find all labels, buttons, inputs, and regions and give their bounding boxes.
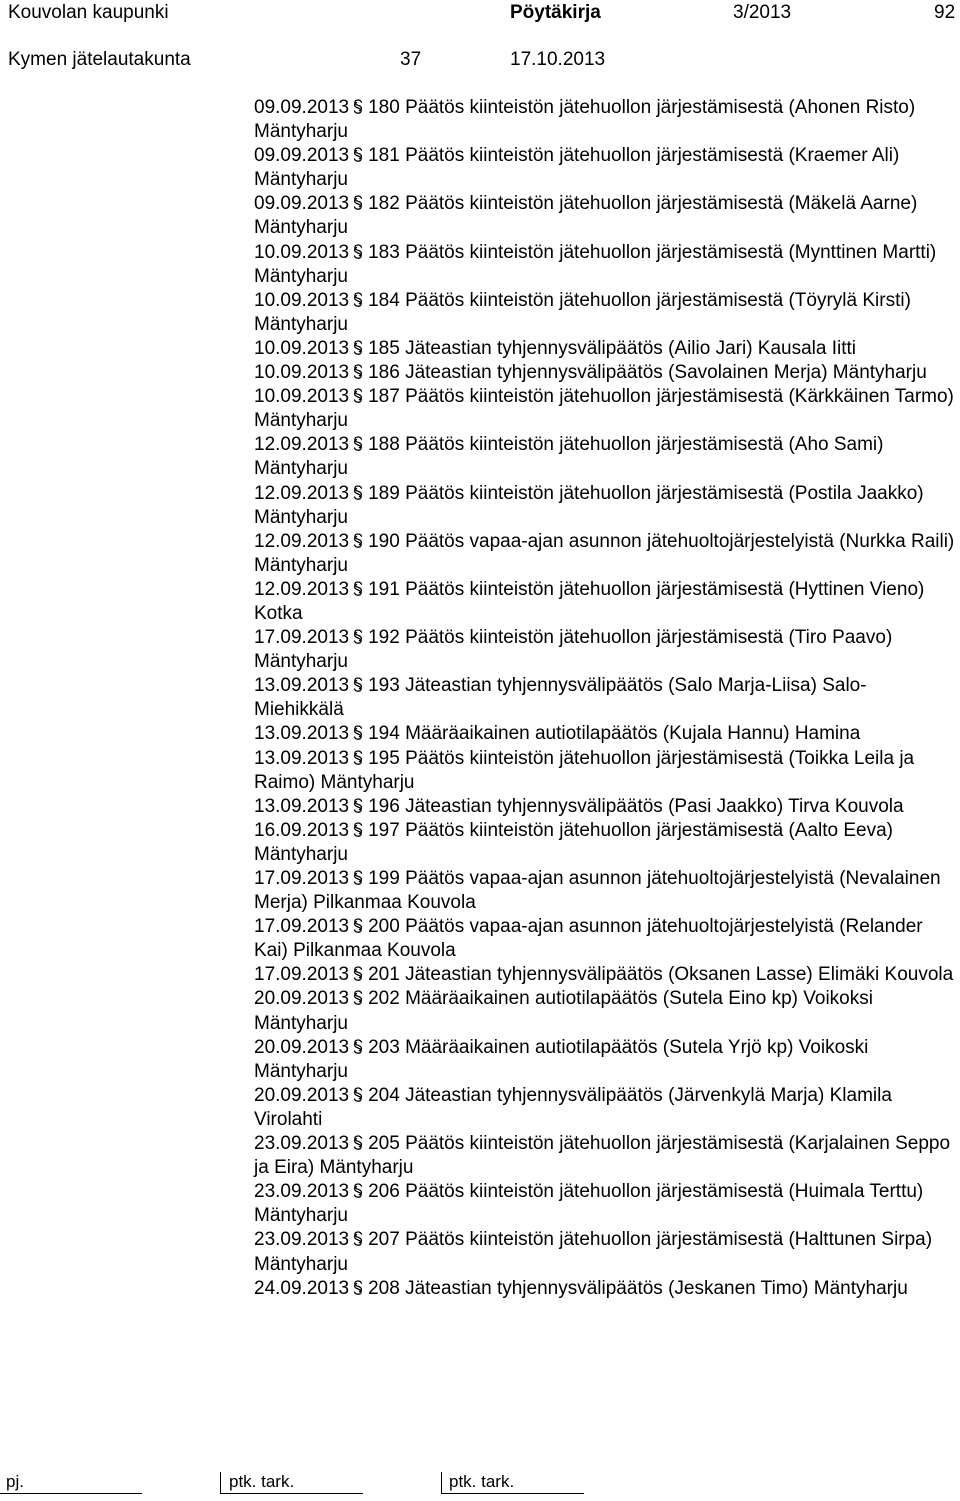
section-sign-icon (352, 1087, 364, 1102)
decision-text: 187 Päätös kiinteistön jätehuollon järjestämisestä (Kärkkäinen Tarmo) Mäntyharju (254, 386, 954, 432)
section-sign-icon (352, 677, 364, 692)
section-sign-icon (352, 990, 364, 1005)
section-sign-icon (352, 581, 364, 596)
decision-date: 10.09.2013 (254, 386, 350, 408)
section-sign-icon (352, 533, 364, 548)
decision-text: 203 Määräaikainen autiotilapäätös (Sutela Yrjö kp) Voikoski Mäntyharju (254, 1036, 869, 1082)
section-sign-icon (352, 798, 364, 813)
decision-text: 199 Päätös vapaa-ajan asunnon jätehuoltojärjestelyistä (Nevalainen Merja) Pilkanmaa Kouvola (254, 868, 941, 914)
decision-date: 17.09.2013 (254, 916, 350, 938)
decision-date: 12.09.2013 (254, 530, 350, 552)
decision-entry (254, 578, 956, 626)
section-sign-icon (352, 147, 364, 162)
section-sign-icon (352, 364, 364, 379)
decision-entry (254, 747, 956, 795)
decision-date: 10.09.2013 (254, 337, 350, 359)
decision-date: 09.09.2013 (254, 193, 350, 215)
decision-date: 23.09.2013 (254, 1229, 350, 1251)
decision-date: 10.09.2013 (254, 362, 350, 384)
section-sign-icon (352, 1183, 364, 1198)
decision-date: 20.09.2013 (254, 1036, 350, 1058)
decision-date: 23.09.2013 (254, 1181, 350, 1203)
decision-text: 206 Päätös kiinteistön jätehuollon järjestämisestä (Huimala Terttu) Mäntyharju (254, 1181, 924, 1227)
decision-entry (254, 530, 956, 578)
decision-text: 207 Päätös kiinteistön jätehuollon järjestämisestä (Halttunen Sirpa) Mäntyharju (254, 1229, 933, 1275)
section-sign-icon (352, 966, 364, 981)
decision-date: 17.09.2013 (254, 868, 350, 889)
section-sign-icon (352, 485, 364, 500)
decision-entry (254, 144, 956, 192)
decision-text: 208 Jäteastian tyhjennysvälipäätös (Jeskanen Timo) Mäntyharju (368, 1277, 908, 1299)
section-sign-icon (352, 436, 364, 451)
document-type: Pöytäkirja (510, 2, 601, 23)
decision-text: 180 Päätös kiinteistön jätehuollon järjestämisestä (Ahonen Risto) Mäntyharju (254, 97, 916, 143)
decision-text: 192 Päätös kiinteistön jätehuollon järjestämisestä (Tiro Paavo) Mäntyharju (254, 627, 893, 673)
decision-text: 195 Päätös kiinteistön jätehuollon järjestämisestä (Toikka Leila ja Raimo) Mäntyharju (254, 747, 915, 793)
decision-entry (254, 241, 956, 289)
decision-date: 12.09.2013 (254, 578, 350, 600)
decision-entry (254, 337, 956, 361)
decision-entry (254, 626, 956, 674)
section-sign-icon (352, 629, 364, 644)
decision-date: 20.09.2013 (254, 1084, 350, 1106)
decision-date: 13.09.2013 (254, 747, 350, 769)
decision-text: 201 Jäteastian tyhjennysvälipäätös (Oksanen Lasse) Elimäki Kouvola (368, 964, 954, 986)
section-sign-icon (352, 1280, 364, 1295)
decision-date: 23.09.2013 (254, 1133, 350, 1155)
decision-text: 194 Määräaikainen autiotilapäätös (Kujala Hannu) Hamina (368, 723, 861, 745)
decision-text: 189 Päätös kiinteistön jätehuollon järjestämisestä (Postila Jaakko) Mäntyharju (254, 482, 924, 528)
decision-entry (254, 1084, 956, 1132)
decision-entry (254, 1180, 956, 1228)
decision-entry (254, 96, 956, 144)
signature-label-checker-1: ptk. tark. (229, 1472, 295, 1491)
decision-text: 205 Päätös kiinteistön jätehuollon järjestämisestä (Karjalainen Seppo ja Eira) Mäntyharju (254, 1133, 951, 1179)
signature-label-chair: pj. (6, 1472, 24, 1491)
decision-entry (254, 482, 956, 530)
decision-text: 183 Päätös kiinteistön jätehuollon järjestämisestä (Mynttinen Martti) Mäntyharju (254, 241, 937, 287)
decision-entry (254, 963, 956, 987)
board-name: Kymen jätelautakunta (8, 49, 191, 70)
section-sign-icon (352, 1039, 364, 1054)
decision-entry (254, 289, 956, 337)
section-sign-icon (352, 1135, 364, 1150)
decision-entry (254, 987, 956, 1035)
decision-date: 17.09.2013 (254, 964, 350, 986)
decision-text: 197 Päätös kiinteistön jätehuollon järjestämisestä (Aalto Eeva) Mäntyharju (254, 819, 893, 865)
section-sign-icon (352, 1231, 364, 1246)
decision-text: 186 Jäteastian tyhjennysvälipäätös (Savolainen Merja) Mäntyharju (368, 362, 927, 384)
decision-text: 204 Jäteastian tyhjennysvälipäätös (Järvenkylä Marja) Klamila Virolahti (254, 1084, 892, 1130)
section-sign-icon (352, 388, 364, 403)
decision-text: 200 Päätös vapaa-ajan asunnon jätehuoltojärjestelyistä (Relander Kai) Pilkanmaa Kouvola (254, 916, 923, 962)
decision-entry (254, 1036, 956, 1084)
decision-entry (254, 867, 956, 915)
decision-entry (254, 722, 956, 746)
decision-date: 24.09.2013 (254, 1277, 350, 1299)
decision-entry (254, 385, 956, 433)
organization-name: Kouvolan kaupunki (8, 2, 169, 23)
section-sign-icon (352, 292, 364, 307)
signature-label-checker-2: ptk. tark. (449, 1472, 515, 1491)
section-number: 37 (400, 49, 422, 70)
decision-date: 09.09.2013 (254, 145, 350, 167)
decision-entry (254, 915, 956, 963)
page-number: 92 (934, 2, 956, 23)
decision-date: 13.09.2013 (254, 723, 350, 745)
decision-text: 191 Päätös kiinteistön jätehuollon järjestämisestä (Hyttinen Vieno) Kotka (254, 578, 925, 624)
document-number: 3/2013 (733, 2, 792, 23)
signature-line-chair (0, 1493, 142, 1494)
decision-date: 12.09.2013 (254, 482, 350, 504)
decision-entry (254, 192, 956, 240)
decision-entry (254, 361, 956, 385)
decision-date: 20.09.2013 (254, 988, 350, 1010)
section-sign-icon (352, 918, 364, 933)
decision-date: 16.09.2013 (254, 819, 350, 841)
section-sign-icon (352, 822, 364, 837)
decision-text: 181 Päätös kiinteistön jätehuollon järjestämisestä (Kraemer Ali) Mäntyharju (254, 145, 900, 191)
section-sign-icon (352, 244, 364, 259)
decision-entry (254, 674, 956, 722)
decision-text: 196 Jäteastian tyhjennysvälipäätös (Pasi Jaakko) Tirva Kouvola (368, 795, 904, 817)
signature-divider (220, 1472, 221, 1494)
decision-list (254, 96, 956, 1301)
decision-entry (254, 1132, 956, 1180)
decision-text: 202 Määräaikainen autiotilapäätös (Sutela Eino kp) Voikoksi Mäntyharju (254, 988, 873, 1034)
decision-text: 182 Päätös kiinteistön jätehuollon järjestämisestä (Mäkelä Aarne) Mäntyharju (254, 193, 918, 239)
decision-date: 17.09.2013 (254, 627, 350, 649)
decision-entry (254, 1277, 956, 1301)
section-sign-icon (352, 725, 364, 740)
signature-line-checker-2 (441, 1493, 584, 1494)
section-sign-icon (352, 99, 364, 114)
decision-date: 13.09.2013 (254, 795, 350, 817)
decision-date: 10.09.2013 (254, 289, 350, 311)
decision-date: 13.09.2013 (254, 675, 350, 697)
decision-text: 193 Jäteastian tyhjennysvälipäätös (Salo Marja-Liisa) Salo-Miehikkälä (254, 675, 867, 721)
decision-text: 188 Päätös kiinteistön jätehuollon järjestämisestä (Aho Sami) Mäntyharju (254, 434, 884, 480)
decision-entry (254, 795, 956, 819)
decision-entry (254, 1228, 956, 1276)
signature-line-checker-1 (220, 1493, 363, 1494)
decision-date: 09.09.2013 (254, 97, 350, 118)
section-sign-icon (352, 750, 364, 765)
decision-entry (254, 433, 956, 481)
decision-entry (254, 819, 956, 867)
decision-text: 185 Jäteastian tyhjennysvälipäätös (Ailio Jari) Kausala Iitti (368, 337, 857, 359)
section-sign-icon (352, 870, 364, 885)
decision-date: 12.09.2013 (254, 434, 350, 456)
decision-text: 190 Päätös vapaa-ajan asunnon jätehuoltojärjestelyistä (Nurkka Raili) Mäntyharju (254, 530, 955, 576)
meeting-date: 17.10.2013 (510, 49, 606, 70)
section-sign-icon (352, 195, 364, 210)
signature-divider (441, 1472, 442, 1494)
decision-text: 184 Päätös kiinteistön jätehuollon järjestämisestä (Töyrylä Kirsti) Mäntyharju (254, 289, 911, 335)
section-sign-icon (352, 340, 364, 355)
decision-date: 10.09.2013 (254, 241, 350, 263)
